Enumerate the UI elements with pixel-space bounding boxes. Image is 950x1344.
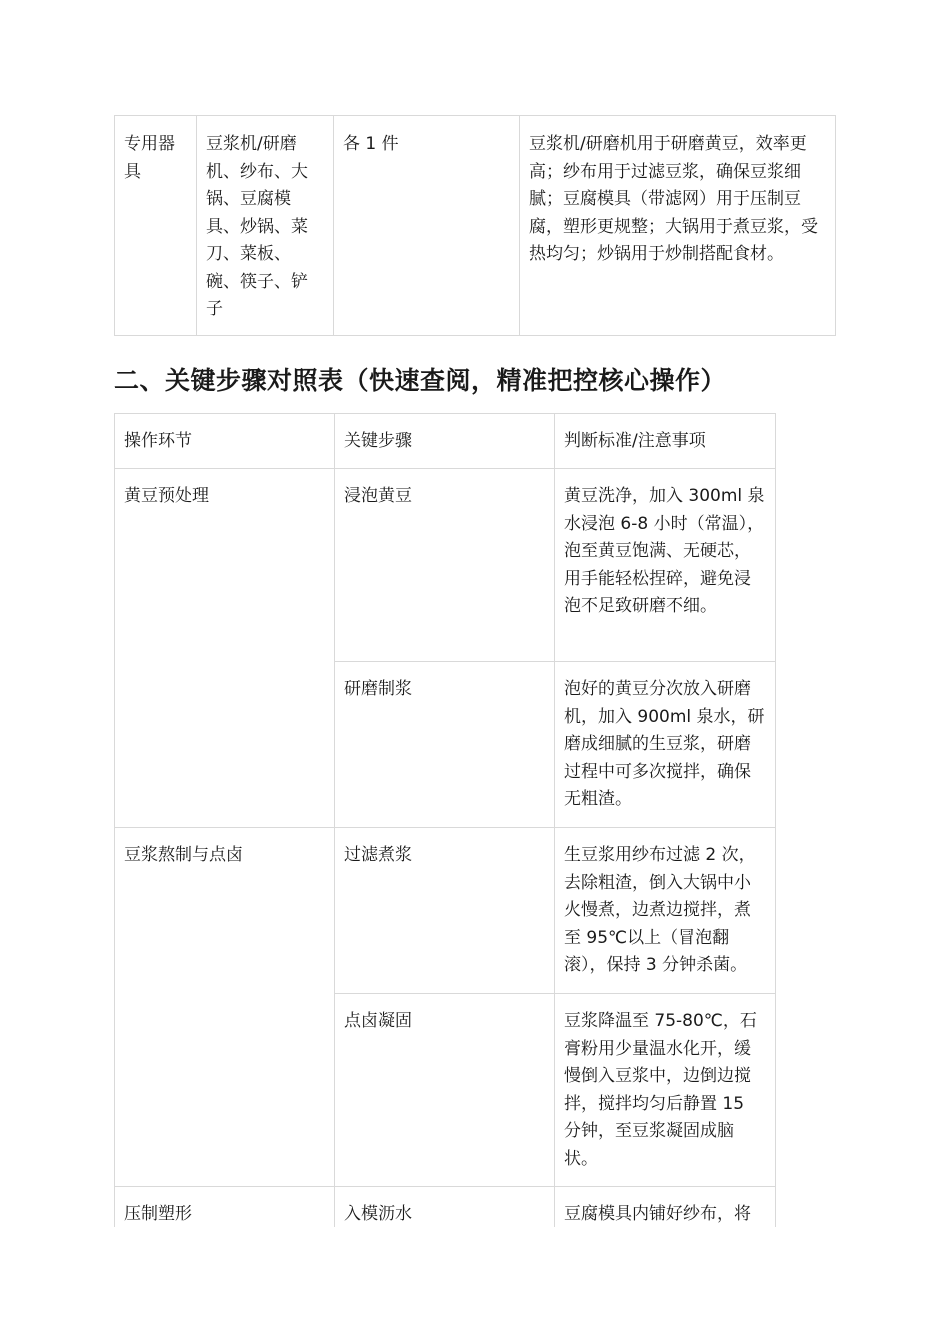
header-step: 关键步骤 — [335, 414, 555, 469]
stage-cell: 黄豆预处理 — [115, 469, 335, 828]
page-bottom-margin — [0, 1227, 950, 1344]
table-row — [115, 828, 776, 994]
stage-cell: 豆浆熬制与点卤 — [115, 828, 335, 1187]
step-name-cell: 点卤凝固 — [335, 994, 555, 1187]
tools-category-cell: 专用器具 — [115, 116, 197, 336]
step-criteria-cell: 生豆浆用纱布过滤 2 次，去除粗渣，倒入大锅中小火慢煮，边煮边搅拌，煮至 95℃以上（冒泡翻滚），保持 3 分钟杀菌。 — [555, 828, 776, 994]
step-criteria-cell: 豆浆降温至 75-80℃，石膏粉用少量温水化开，缓慢倒入豆浆中，边倒边搅拌，搅拌均匀后静置 15 分钟，至豆浆凝固成脑状。 — [555, 994, 776, 1187]
step-name-cell: 浸泡黄豆 — [335, 469, 555, 662]
step-criteria-cell: 泡好的黄豆分次放入研磨机，加入 900ml 泉水，研磨成细腻的生豆浆，研磨过程中可多次搅拌，确保无粗渣。 — [555, 662, 776, 828]
table-row — [115, 116, 836, 336]
step-name-cell: 入模沥水 — [335, 1187, 555, 1247]
header-criteria: 判断标准/注意事项 — [555, 414, 776, 469]
section-heading: 二、关键步骤对照表（快速查阅，精准把控核心操作） — [114, 366, 727, 395]
header-stage: 操作环节 — [115, 414, 335, 469]
step-name-cell: 过滤煮浆 — [335, 828, 555, 994]
stage-cell: 压制塑形 — [115, 1187, 335, 1247]
table-row — [115, 469, 776, 662]
tools-table — [114, 115, 836, 336]
table-header-row — [115, 414, 776, 469]
step-criteria-cell: 豆腐模具内铺好纱布，将 — [555, 1187, 776, 1247]
tools-items-cell: 豆浆机/研磨机、纱布、大锅、豆腐模具、炒锅、菜刀、菜板、碗、筷子、铲子 — [197, 116, 334, 336]
tools-note-cell: 豆浆机/研磨机用于研磨黄豆，效率更高；纱布用于过滤豆浆，确保豆浆细腻；豆腐模具（带滤网）用于压制豆腐，塑形更规整；大锅用于煮豆浆，受热均匀；炒锅用于炒制搭配食材。 — [520, 116, 836, 336]
step-criteria-cell: 黄豆洗净，加入 300ml 泉水浸泡 6-8 小时（常温），泡至黄豆饱满、无硬芯，用手能轻松捏碎，避免浸泡不足致研磨不细。 — [555, 469, 776, 662]
tools-quantity-cell: 各 1 件 — [334, 116, 520, 336]
step-name-cell: 研磨制浆 — [335, 662, 555, 828]
steps-table — [114, 413, 776, 1247]
